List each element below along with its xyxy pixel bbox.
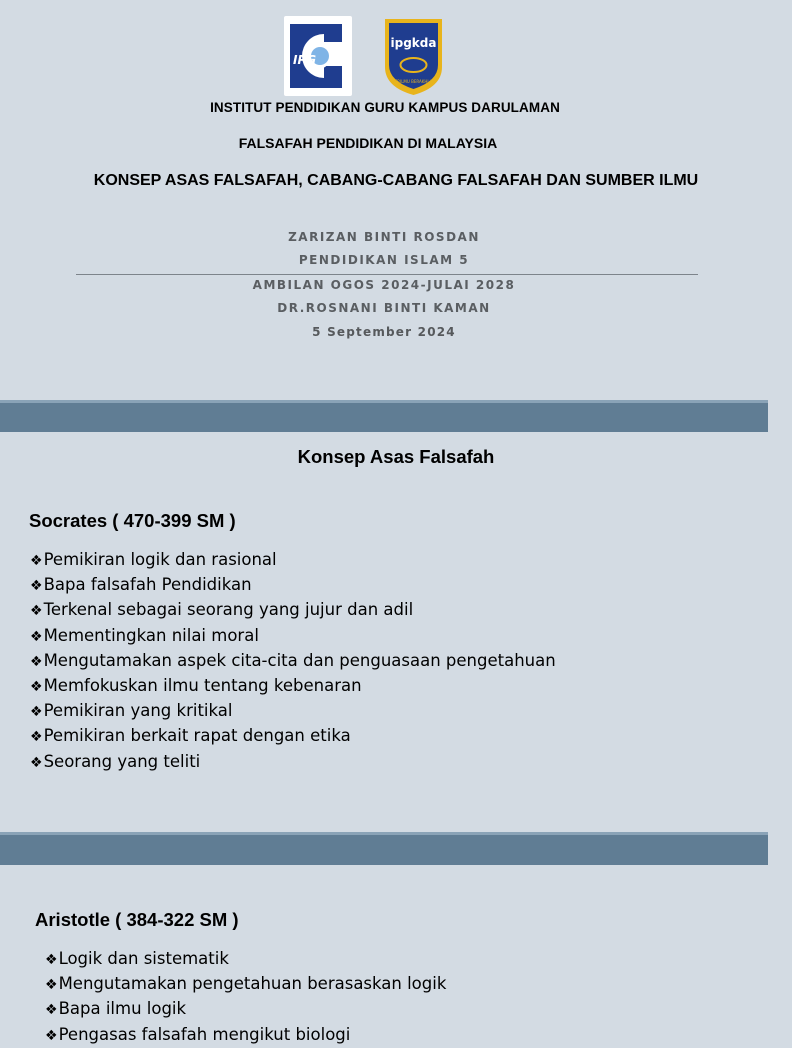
bullet-icon: ❖	[30, 578, 43, 595]
list-item-text: Memfokuskan ilmu tentang kebenaran	[43, 676, 362, 696]
ipg-logo-text: IPG	[293, 53, 317, 67]
slide-divider	[0, 832, 768, 865]
list-item-text: Pemikiran berkait rapat dengan etika	[43, 726, 351, 746]
list-item-text: Mementingkan nilai moral	[43, 625, 259, 645]
ipgkda-crest-logo	[383, 17, 444, 97]
bullet-icon: ❖	[30, 704, 43, 721]
aristotle-heading: Aristotle ( 384-322 SM )	[35, 909, 239, 930]
list-item	[30, 750, 556, 775]
lecturer-name: DR.ROSNANI BINTI KAMAN	[277, 301, 491, 315]
bullet-icon: ❖	[45, 952, 58, 968]
bullet-icon: ❖	[45, 977, 58, 994]
aristotle-slide	[0, 865, 768, 1044]
bullet-icon: ❖	[30, 729, 43, 746]
list-item	[30, 598, 556, 623]
list-item	[45, 947, 446, 972]
list-item	[45, 1023, 446, 1048]
intake-period: AMBILAN OGOS 2024-JULAI 2028	[252, 278, 516, 292]
topic-title: KONSEP ASAS FALSAFAH, CABANG-CABANG FALSAFAH DAN SUMBER ILMU	[93, 172, 699, 189]
cover-slide	[0, 0, 768, 400]
bullet-icon: ❖	[45, 1002, 58, 1019]
list-item	[30, 649, 556, 674]
bullet-icon: ❖	[45, 1027, 58, 1044]
list-item-text: Terkenal sebagai seorang yang jujur dan adil	[43, 600, 414, 620]
course-title: FALSAFAH PENDIDIKAN DI MALAYSIA	[238, 135, 498, 151]
list-item-text: Mengutamakan aspek cita-cita dan penguasaan pengetahuan	[43, 650, 556, 670]
list-item	[45, 972, 446, 997]
bullet-icon: ❖	[30, 553, 43, 569]
slide-title: Konsep Asas Falsafah	[297, 446, 495, 467]
bullet-icon: ❖	[30, 679, 43, 696]
author-name: ZARIZAN BINTI ROSDAN	[288, 230, 480, 244]
list-item-text: Bapa falsafah Pendidikan	[43, 575, 252, 595]
list-item-text: Pengasas falsafah mengikut biologi	[58, 1024, 351, 1044]
list-item-text: Bapa ilmu logik	[58, 999, 187, 1019]
list-item	[30, 548, 556, 573]
institution-name: INSTITUT PENDIDIKAN GURU KAMPUS DARULAMAN	[210, 100, 560, 115]
ipg-logo	[284, 16, 352, 96]
list-item	[30, 674, 556, 699]
socrates-heading: Socrates ( 470-399 SM )	[29, 510, 236, 531]
slide-divider	[0, 400, 768, 432]
bullet-icon: ❖	[30, 754, 43, 771]
bullet-icon: ❖	[30, 603, 43, 620]
list-item	[45, 997, 446, 1022]
list-item	[30, 699, 556, 724]
socrates-points	[30, 548, 556, 775]
concept-slide	[0, 432, 768, 832]
list-item	[30, 724, 556, 749]
list-item	[30, 573, 556, 598]
list-item-text: Seorang yang teliti	[43, 751, 201, 771]
presentation-date: 5 September 2024	[312, 325, 456, 339]
bullet-icon: ❖	[30, 628, 43, 645]
title-rule	[76, 274, 698, 275]
bullet-icon: ❖	[30, 653, 43, 670]
list-item-text: Pemikiran logik dan rasional	[43, 550, 277, 569]
list-item	[30, 624, 556, 649]
ipgkda-motto: BERILMU BERAKHLAK	[391, 79, 436, 84]
list-item-text: Mengutamakan pengetahuan berasaskan logik	[58, 974, 447, 994]
aristotle-points	[45, 947, 446, 1048]
list-item-text: Logik dan sistematik	[58, 949, 229, 968]
program-name: PENDIDIKAN ISLAM 5	[298, 253, 470, 267]
list-item-text: Pemikiran yang kritikal	[43, 701, 233, 721]
ipgkda-logo-text: ipgkda	[390, 36, 437, 50]
